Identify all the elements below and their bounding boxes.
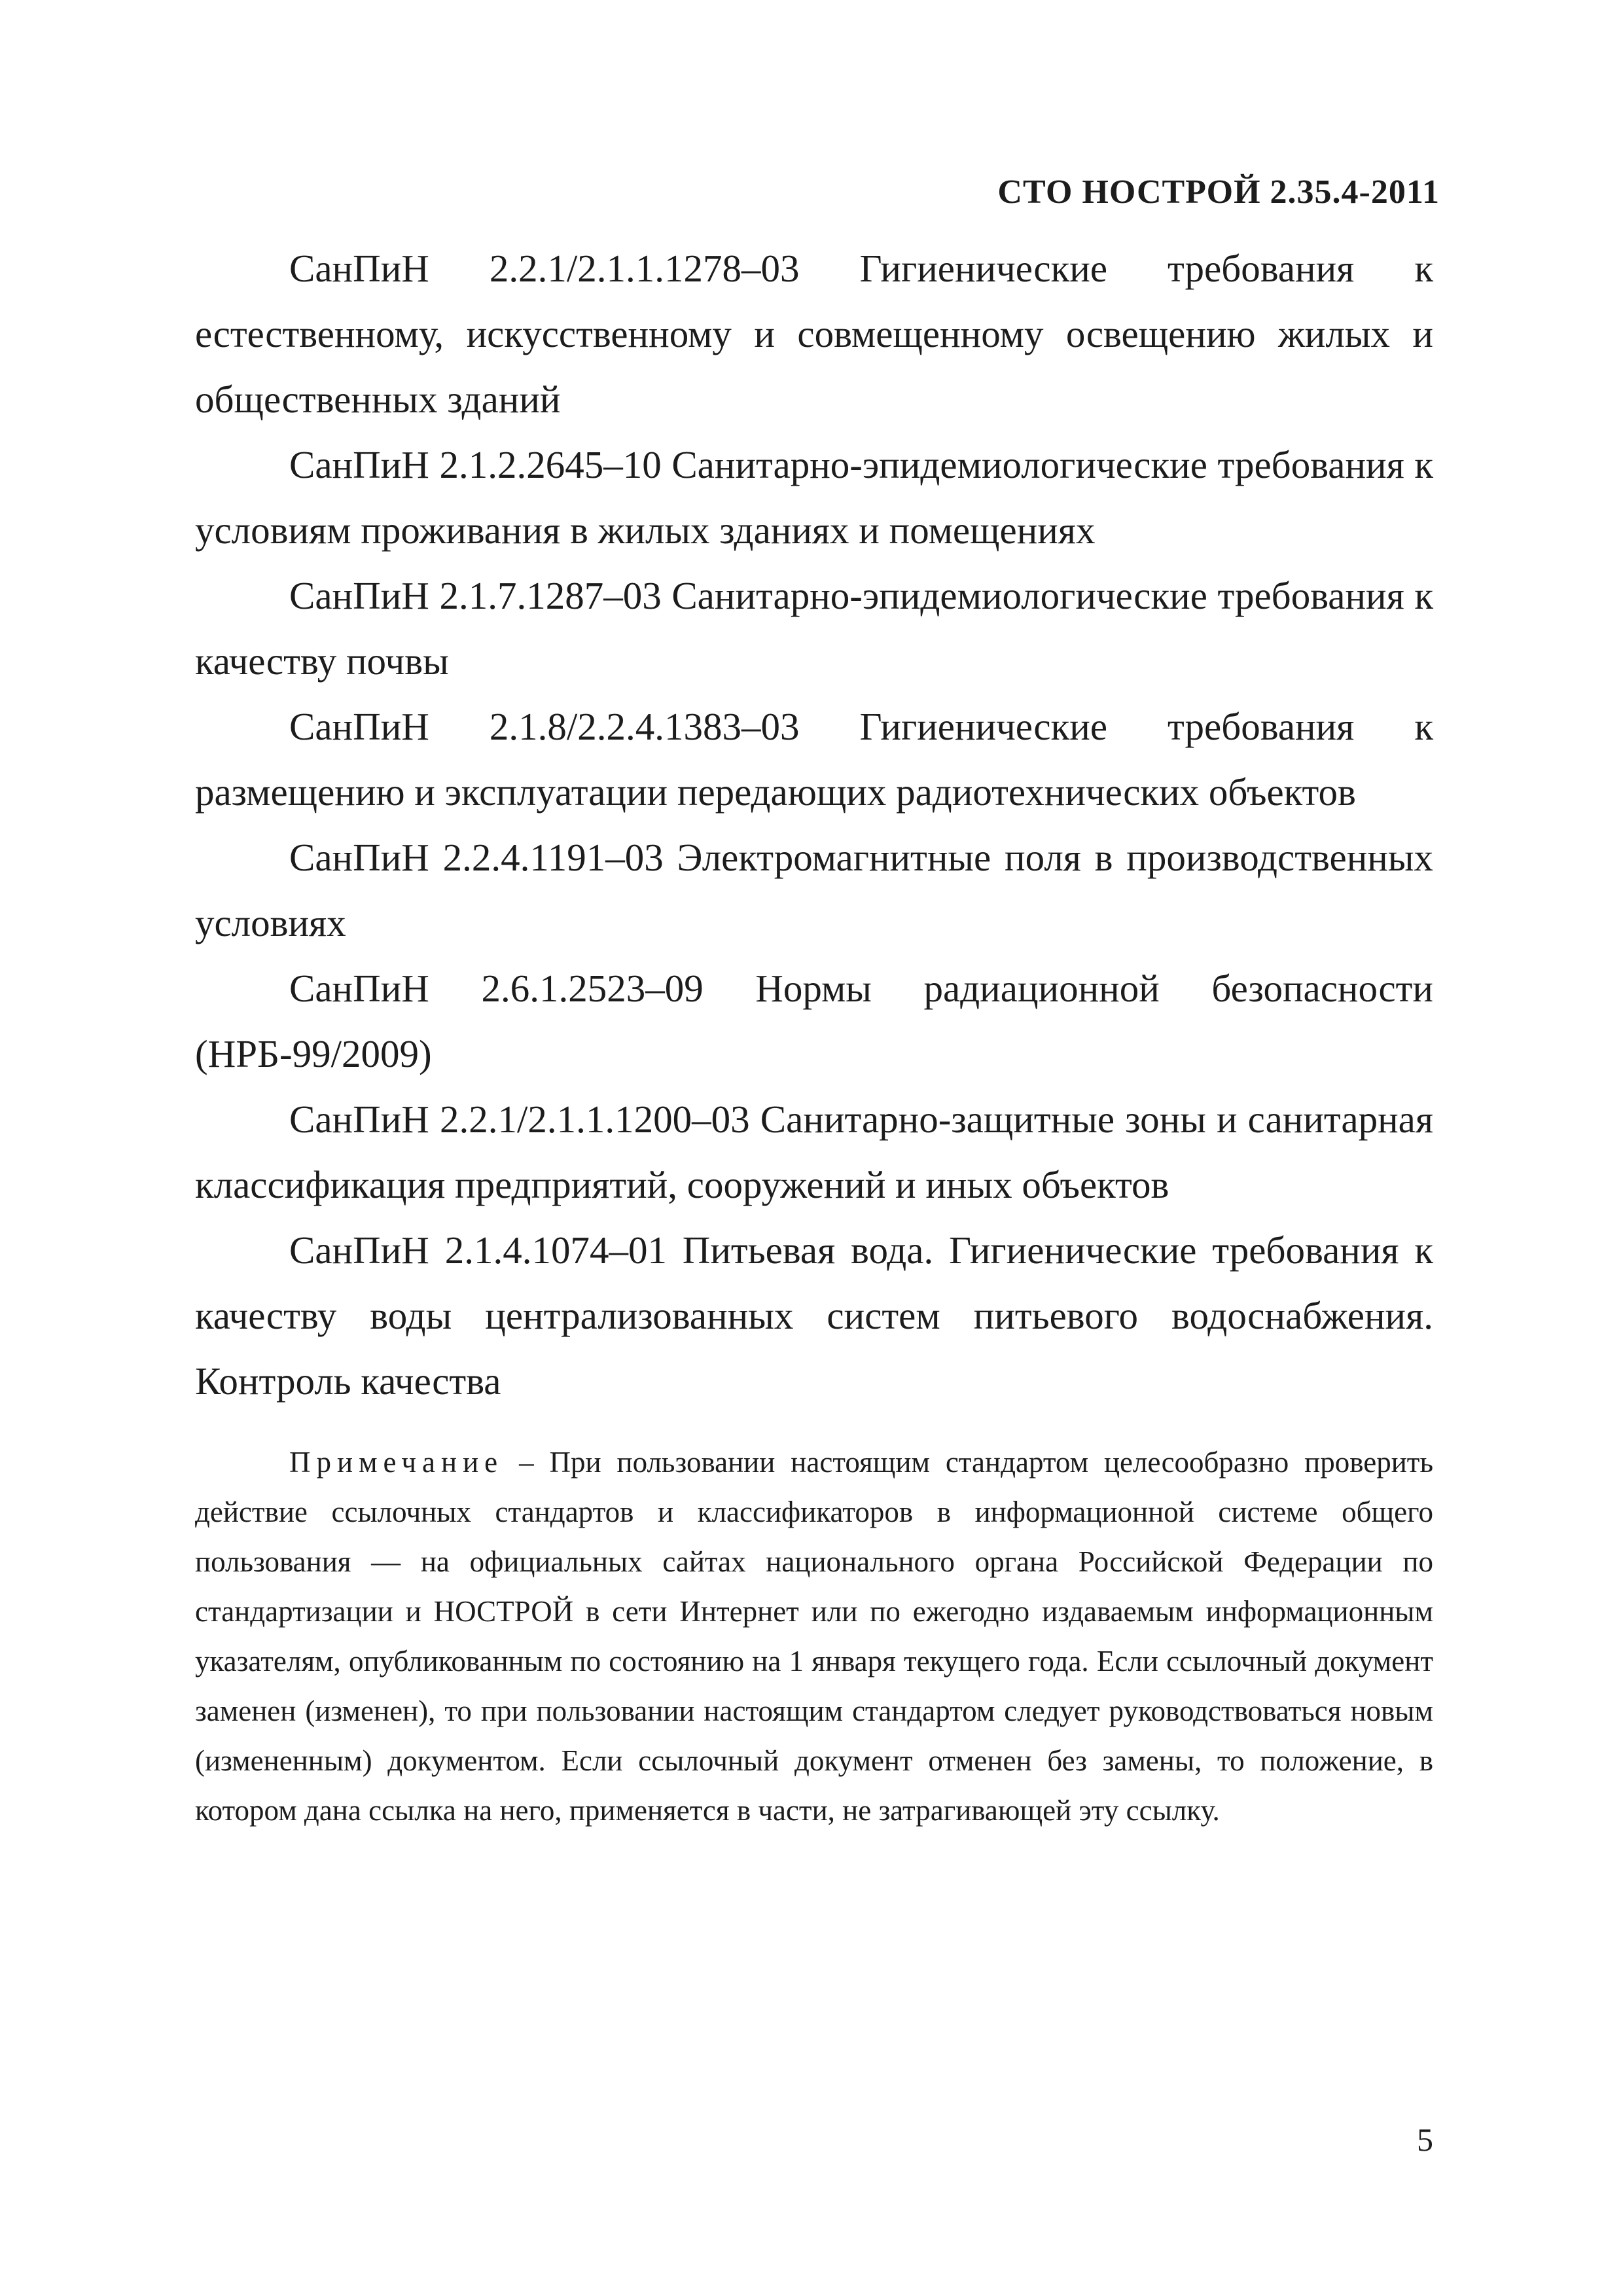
- reference-item: СанПиН 2.1.2.2645–10 Санитарно-эпидемиологические требования к условиям проживания в жилых зданиях и помещениях: [195, 443, 1433, 552]
- note-paragraph: [195, 1437, 1433, 1835]
- normative-references-list: [195, 236, 1433, 1414]
- reference-item: СанПиН 2.1.8/2.2.4.1383–03 Гигиенические требования к размещению и эксплуатации передающих радиотехнических объектов: [195, 705, 1433, 814]
- reference-item: СанПиН 2.6.1.2523–09 Нормы радиационной безопасности (НРБ-99/2009): [195, 967, 1433, 1075]
- reference-item: СанПиН 2.1.4.1074–01 Питьевая вода. Гигиенические требования к качеству воды централизованных систем питьевого водоснабжения. Контроль качества: [195, 1229, 1433, 1403]
- reference-item: СанПиН 2.1.7.1287–03 Санитарно-эпидемиологические требования к качеству почвы: [195, 574, 1433, 683]
- reference-item: СанПиН 2.2.1/2.1.1.1278–03 Гигиенические требования к естественному, искусственному и совмещенному освещению жилых и общественных зданий: [195, 247, 1433, 421]
- page-number: 5: [1417, 2121, 1433, 2158]
- note-label: Примечание: [289, 1446, 504, 1479]
- document-code-header: СТО НОСТРОЙ 2.35.4-2011: [997, 173, 1440, 211]
- reference-item: СанПиН 2.2.1/2.1.1.1200–03 Санитарно-защитные зоны и санитарная классификация предприятий, сооружений и иных объектов: [195, 1098, 1433, 1206]
- reference-item: СанПиН 2.2.4.1191–03 Электромагнитные поля в производственных условиях: [195, 836, 1433, 944]
- note-text: – При пользовании настоящим стандартом целесообразно проверить действие ссылочных стандартов и классификаторов в информационной системе общего пользования — на официальных сайтах национального органа Российской Федерации по стандартизации и НОСТРОЙ в сети Интернет или по ежегодно издаваемым информационным указателям, опубликованным по состоянию на 1 января текущего года. Если ссылочный документ заменен (изменен), то при пользовании настоящим стандартом следует руководствоваться новым (измененным) документом. Если ссылочный документ отменен без замены, то положение, в котором дана ссылка на него, применяется в части, не затрагивающей эту ссылку.: [195, 1446, 1433, 1827]
